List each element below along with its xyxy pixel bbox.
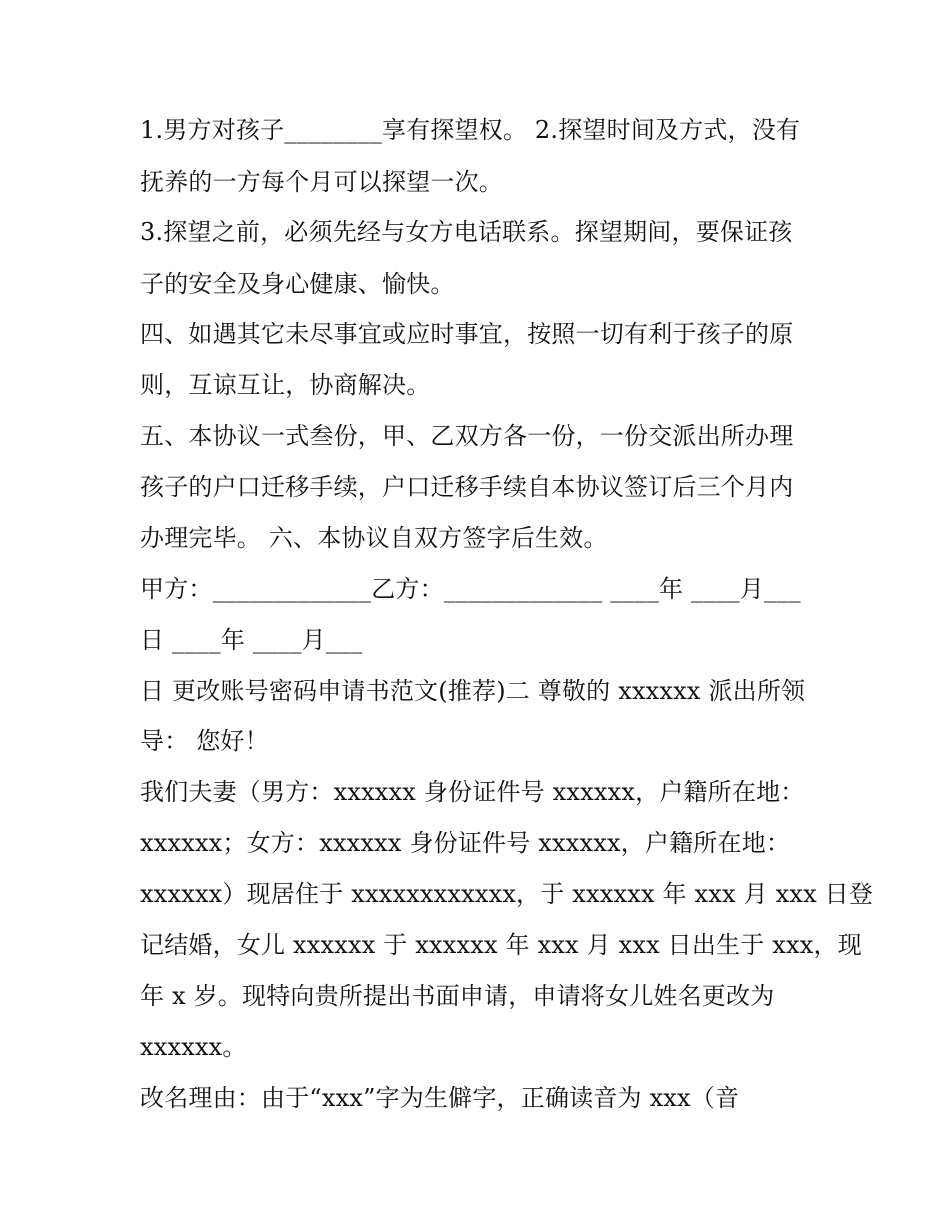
- text-line: 年 x 岁。现特向贵所提出书面申请，申请将女儿姓名更改为: [140, 982, 775, 1010]
- text-line: 改名理由：由于“xxx”字为生僻字，正确读音为 xxx（音: [140, 1084, 740, 1112]
- text-line: 五、本协议一式叁份，甲、乙双方各一份，一份交派出所办理: [140, 422, 794, 450]
- text-line: 则，互谅互让，协商解决。: [140, 371, 431, 399]
- text-line: 1.男方对孩子________享有探望权。 2.探望时间及方式，没有: [140, 116, 801, 144]
- text-line: 办理完毕。 六、本协议自双方签字后生效。: [140, 524, 608, 552]
- text-line: 四、如遇其它未尽事宜或应时事宜，按照一切有利于孩子的原: [140, 320, 794, 348]
- text-line: 我们夫妻（男方：xxxxxx 身份证件号 xxxxxx，户籍所在地：: [140, 778, 805, 806]
- text-line: xxxxxx。: [140, 1033, 247, 1061]
- text-line: 导： 您好！: [140, 727, 269, 755]
- text-line: xxxxxx）现居住于 xxxxxxxxxxxx，于 xxxxxx 年 xxx 月 xxx 日登: [140, 880, 874, 908]
- signature-line: 甲方：_____________乙方：_____________ ____年 ____月___: [140, 575, 801, 603]
- text-line: 孩子的户口迁移手续，户口迁移手续自本协议签订后三个月内: [140, 473, 794, 501]
- text-line: 子的安全及身心健康、愉快。: [140, 270, 455, 298]
- text-line: 3.探望之前，必须先经与女方电话联系。探望期间，要保证孩: [140, 218, 793, 246]
- text-line: xxxxxx；女方：xxxxxx 身份证件号 xxxxxx，户籍所在地：: [140, 829, 791, 857]
- text-line: 抚养的一方每个月可以探望一次。: [140, 168, 503, 196]
- text-line: 记结婚，女儿 xxxxxx 于 xxxxxx 年 xxx 月 xxx 日出生于 xxx，现: [140, 931, 862, 959]
- date-line: 日 ____年 ____月___: [140, 626, 363, 654]
- text-line: 日 更改账号密码申请书范文(推荐)二 尊敬的 xxxxxx 派出所领: [140, 677, 806, 705]
